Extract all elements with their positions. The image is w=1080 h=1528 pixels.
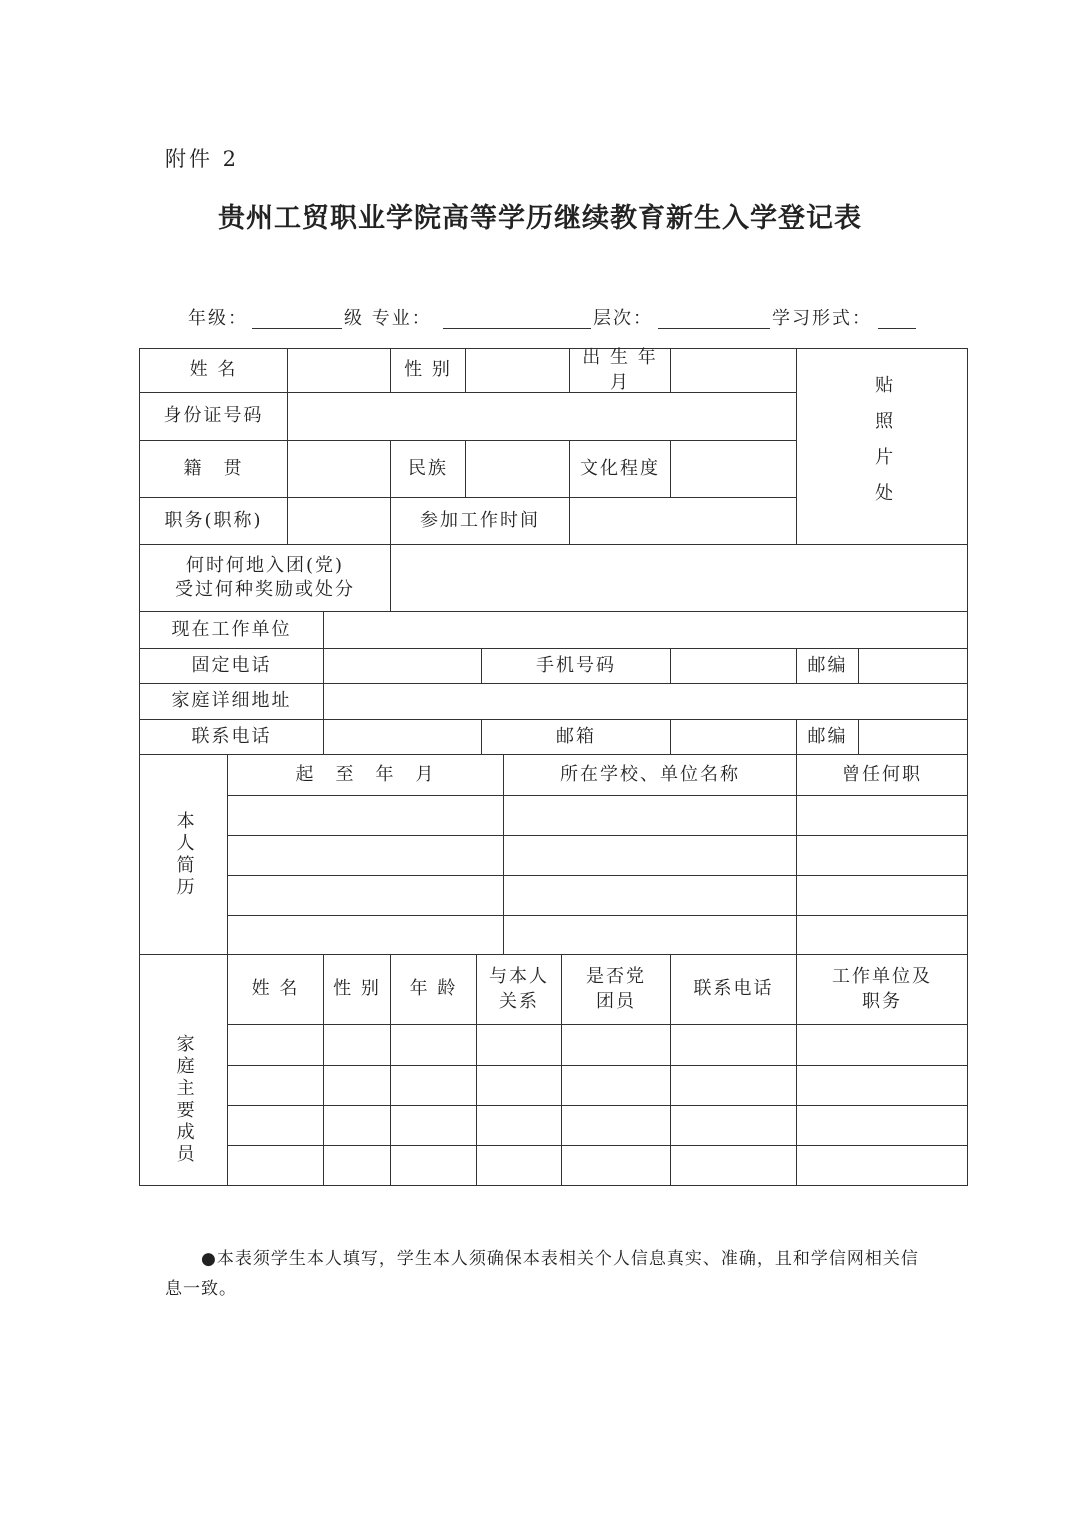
family-gender-cell[interactable]: [323, 1065, 391, 1106]
family-gender-cell[interactable]: [323, 1105, 391, 1146]
birth-field[interactable]: [670, 348, 797, 393]
resume-period-cell[interactable]: [227, 835, 504, 876]
postcode2-field[interactable]: [858, 719, 968, 755]
family-league-cell[interactable]: [561, 1145, 671, 1186]
resume-col-period: 起 至 年 月: [227, 754, 504, 796]
family-col-relation: 与本人关系: [476, 954, 562, 1025]
resume-period-cell[interactable]: [227, 875, 504, 916]
id-number-field[interactable]: [287, 392, 797, 441]
family-name-cell[interactable]: [227, 1145, 324, 1186]
resume-org-cell[interactable]: [503, 915, 797, 955]
postcode-field[interactable]: [858, 648, 968, 684]
family-name-cell[interactable]: [227, 1024, 324, 1066]
family-age-cell[interactable]: [390, 1145, 477, 1186]
family-phone-cell[interactable]: [670, 1065, 797, 1106]
rewards-label: 受过何种奖励或处分: [175, 579, 355, 600]
position-label: 职务(职称): [139, 497, 288, 545]
family-age-cell[interactable]: [390, 1065, 477, 1106]
employer-label: 现在工作单位: [139, 611, 324, 649]
family-phone-cell[interactable]: [670, 1145, 797, 1186]
resume-role-cell[interactable]: [796, 795, 968, 836]
family-league-cell[interactable]: [561, 1065, 671, 1106]
family-name-cell[interactable]: [227, 1105, 324, 1146]
party-rewards-label: [139, 544, 391, 612]
major-label: 级 专业：: [344, 308, 432, 329]
grade-label: 年级：: [188, 308, 248, 329]
grade-blank[interactable]: [252, 328, 342, 329]
family-col-age: 年 龄: [390, 954, 477, 1025]
resume-role-cell[interactable]: [796, 915, 968, 955]
work-start-label: 参加工作时间: [390, 497, 570, 545]
mobile-field[interactable]: [670, 648, 797, 684]
attachment-label: 附件 2: [165, 147, 240, 171]
family-age-cell[interactable]: [390, 1105, 477, 1146]
resume-period-cell[interactable]: [227, 795, 504, 836]
family-work-cell[interactable]: [796, 1024, 968, 1066]
postcode-label: 邮编: [796, 648, 859, 684]
family-name-cell[interactable]: [227, 1065, 324, 1106]
family-col-phone: 联系电话: [670, 954, 797, 1025]
resume-org-cell[interactable]: [503, 835, 797, 876]
footnote: ●本表须学生本人填写，学生本人须确保本表相关个人信息真实、准确，且和学信网相关信息一致。: [165, 1249, 919, 1299]
resume-label: 本人简历: [173, 810, 195, 899]
page-title: 贵州工贸职业学院高等学历继续教育新生入学登记表: [218, 203, 862, 234]
family-col-work: 工作单位及职务: [796, 954, 968, 1025]
ethnicity-field[interactable]: [465, 440, 570, 498]
photo-box[interactable]: [796, 348, 968, 545]
id-number-label: 身份证号码: [139, 392, 288, 441]
gender-label: 性 别: [390, 348, 466, 393]
landline-field[interactable]: [323, 648, 482, 684]
family-col-name: 姓 名: [227, 954, 324, 1025]
family-league-cell[interactable]: [561, 1024, 671, 1066]
birth-label: 出 生 年 月: [569, 348, 671, 393]
family-label: 家庭主要成员: [173, 1034, 195, 1166]
family-col-league: 是否党团员: [561, 954, 671, 1025]
family-work-cell[interactable]: [796, 1145, 968, 1186]
party-rewards-field[interactable]: [390, 544, 968, 612]
resume-period-cell[interactable]: [227, 915, 504, 955]
mobile-label: 手机号码: [481, 648, 671, 684]
education-label: 文化程度: [569, 440, 671, 498]
study-form-label: 学习形式：: [772, 308, 872, 329]
family-gender-cell[interactable]: [323, 1024, 391, 1066]
major-blank[interactable]: [443, 328, 591, 329]
study-form-blank[interactable]: [878, 328, 916, 329]
resume-org-cell[interactable]: [503, 875, 797, 916]
resume-col-role: 曾任何职: [796, 754, 968, 796]
position-field[interactable]: [287, 497, 391, 545]
name-label: 姓 名: [139, 348, 288, 393]
party-join-label: 何时何地入团(党): [185, 554, 345, 576]
family-phone-cell[interactable]: [670, 1105, 797, 1146]
landline-label: 固定电话: [139, 648, 324, 684]
family-gender-cell[interactable]: [323, 1145, 391, 1186]
contact-phone-label: 联系电话: [139, 719, 324, 755]
family-league-cell[interactable]: [561, 1105, 671, 1146]
education-field[interactable]: [670, 440, 797, 498]
ethnicity-label: 民族: [390, 440, 466, 498]
family-relation-cell[interactable]: [476, 1145, 562, 1186]
family-section-label: [139, 954, 228, 1186]
family-col-gender: 性 别: [323, 954, 391, 1025]
home-address-field[interactable]: [323, 683, 968, 720]
family-work-cell[interactable]: [796, 1105, 968, 1146]
level-label: 层次：: [593, 308, 653, 329]
postcode2-label: 邮编: [796, 719, 859, 755]
resume-col-org: 所在学校、单位名称: [503, 754, 797, 796]
email-label: 邮箱: [481, 719, 671, 755]
family-relation-cell[interactable]: [476, 1065, 562, 1106]
resume-section-label: [139, 754, 228, 955]
name-field[interactable]: [287, 348, 391, 393]
employer-field[interactable]: [323, 611, 968, 649]
family-age-cell[interactable]: [390, 1024, 477, 1066]
photo-label: 贴照片处: [872, 374, 894, 519]
family-relation-cell[interactable]: [476, 1024, 562, 1066]
native-place-label: 籍 贯: [139, 440, 288, 498]
work-start-field[interactable]: [569, 497, 797, 545]
family-work-cell[interactable]: [796, 1065, 968, 1106]
home-address-label: 家庭详细地址: [139, 683, 324, 720]
gender-field[interactable]: [465, 348, 570, 393]
resume-role-cell[interactable]: [796, 875, 968, 916]
family-phone-cell[interactable]: [670, 1024, 797, 1066]
contact-phone-field[interactable]: [323, 719, 482, 755]
resume-role-cell[interactable]: [796, 835, 968, 876]
family-relation-cell[interactable]: [476, 1105, 562, 1146]
resume-org-cell[interactable]: [503, 795, 797, 836]
level-blank[interactable]: [658, 328, 770, 329]
email-field[interactable]: [670, 719, 797, 755]
native-place-field[interactable]: [287, 440, 391, 498]
